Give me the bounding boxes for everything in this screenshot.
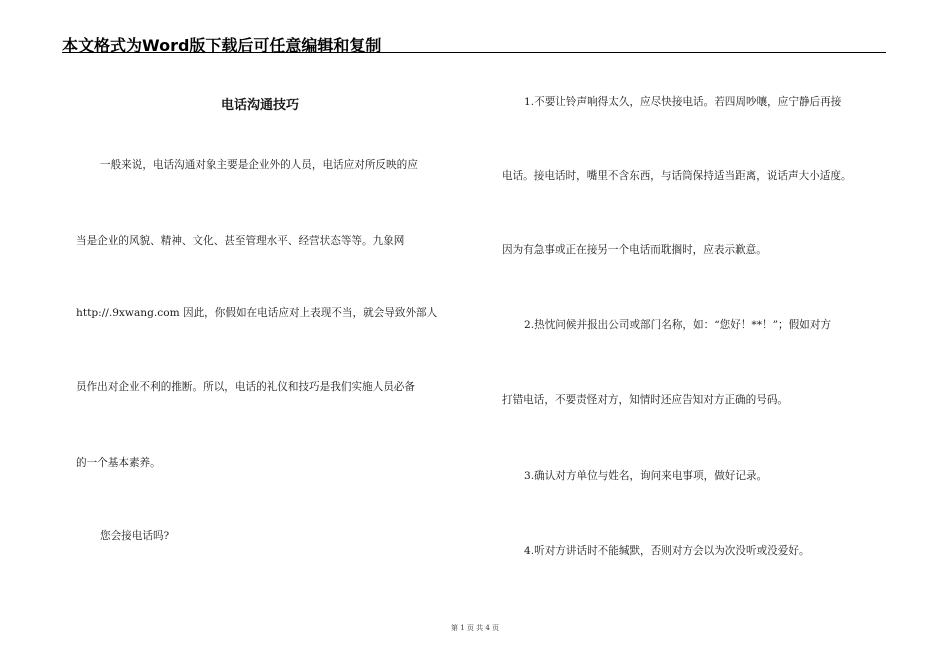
- left-paragraph-line: 的一个基本素养。: [76, 457, 161, 469]
- page-number-footer: 第 1 页 共 4 页: [450, 624, 500, 632]
- left-paragraph-line: http://.9xwang.com 因此，你假如在电话应对上表现不当，就会导致外部人: [76, 307, 438, 319]
- left-paragraph-line: 一般来说，电话沟通对象主要是企业外的人员，电话应对所反映的应: [100, 159, 418, 171]
- right-paragraph-line: 4.听对方讲话时不能缄默，否则对方会以为次没听或没爱好。: [524, 545, 810, 557]
- right-paragraph-line: 打错电话，不要责怪对方，知情时还应告知对方正确的号码。: [502, 394, 789, 406]
- document-banner: 本文格式为Word版下载后可任意编辑和复制: [62, 36, 382, 55]
- right-paragraph-line: 电话。接电话时，嘴里不含东西，与话筒保持适当距离，说话声大小适度。: [502, 170, 852, 182]
- right-paragraph-line: 2.热忱问候并报出公司或部门名称，如：“您好！**！”；假如对方: [524, 319, 831, 331]
- right-paragraph-line: 因为有急事或正在接另一个电话而耽搁时，应表示歉意。: [502, 244, 767, 256]
- right-paragraph-line: 3.确认对方单位与姓名，询问来电事项，做好记录。: [524, 470, 768, 482]
- left-paragraph-line: 当是企业的风貌、精神、文化、甚至管理水平、经营状态等等。九象网: [76, 235, 405, 247]
- document-title: 电话沟通技巧: [221, 98, 300, 113]
- right-paragraph-line: 1.不要让铃声响得太久，应尽快接电话。若四周吵嚷，应宁静后再接: [524, 96, 842, 108]
- banner-divider: [62, 52, 886, 53]
- left-paragraph-line: 员作出对企业不利的推断。所以，电话的礼仪和技巧是我们实施人员必备: [76, 381, 415, 393]
- left-question-line: 您会接电话吗?: [100, 530, 170, 542]
